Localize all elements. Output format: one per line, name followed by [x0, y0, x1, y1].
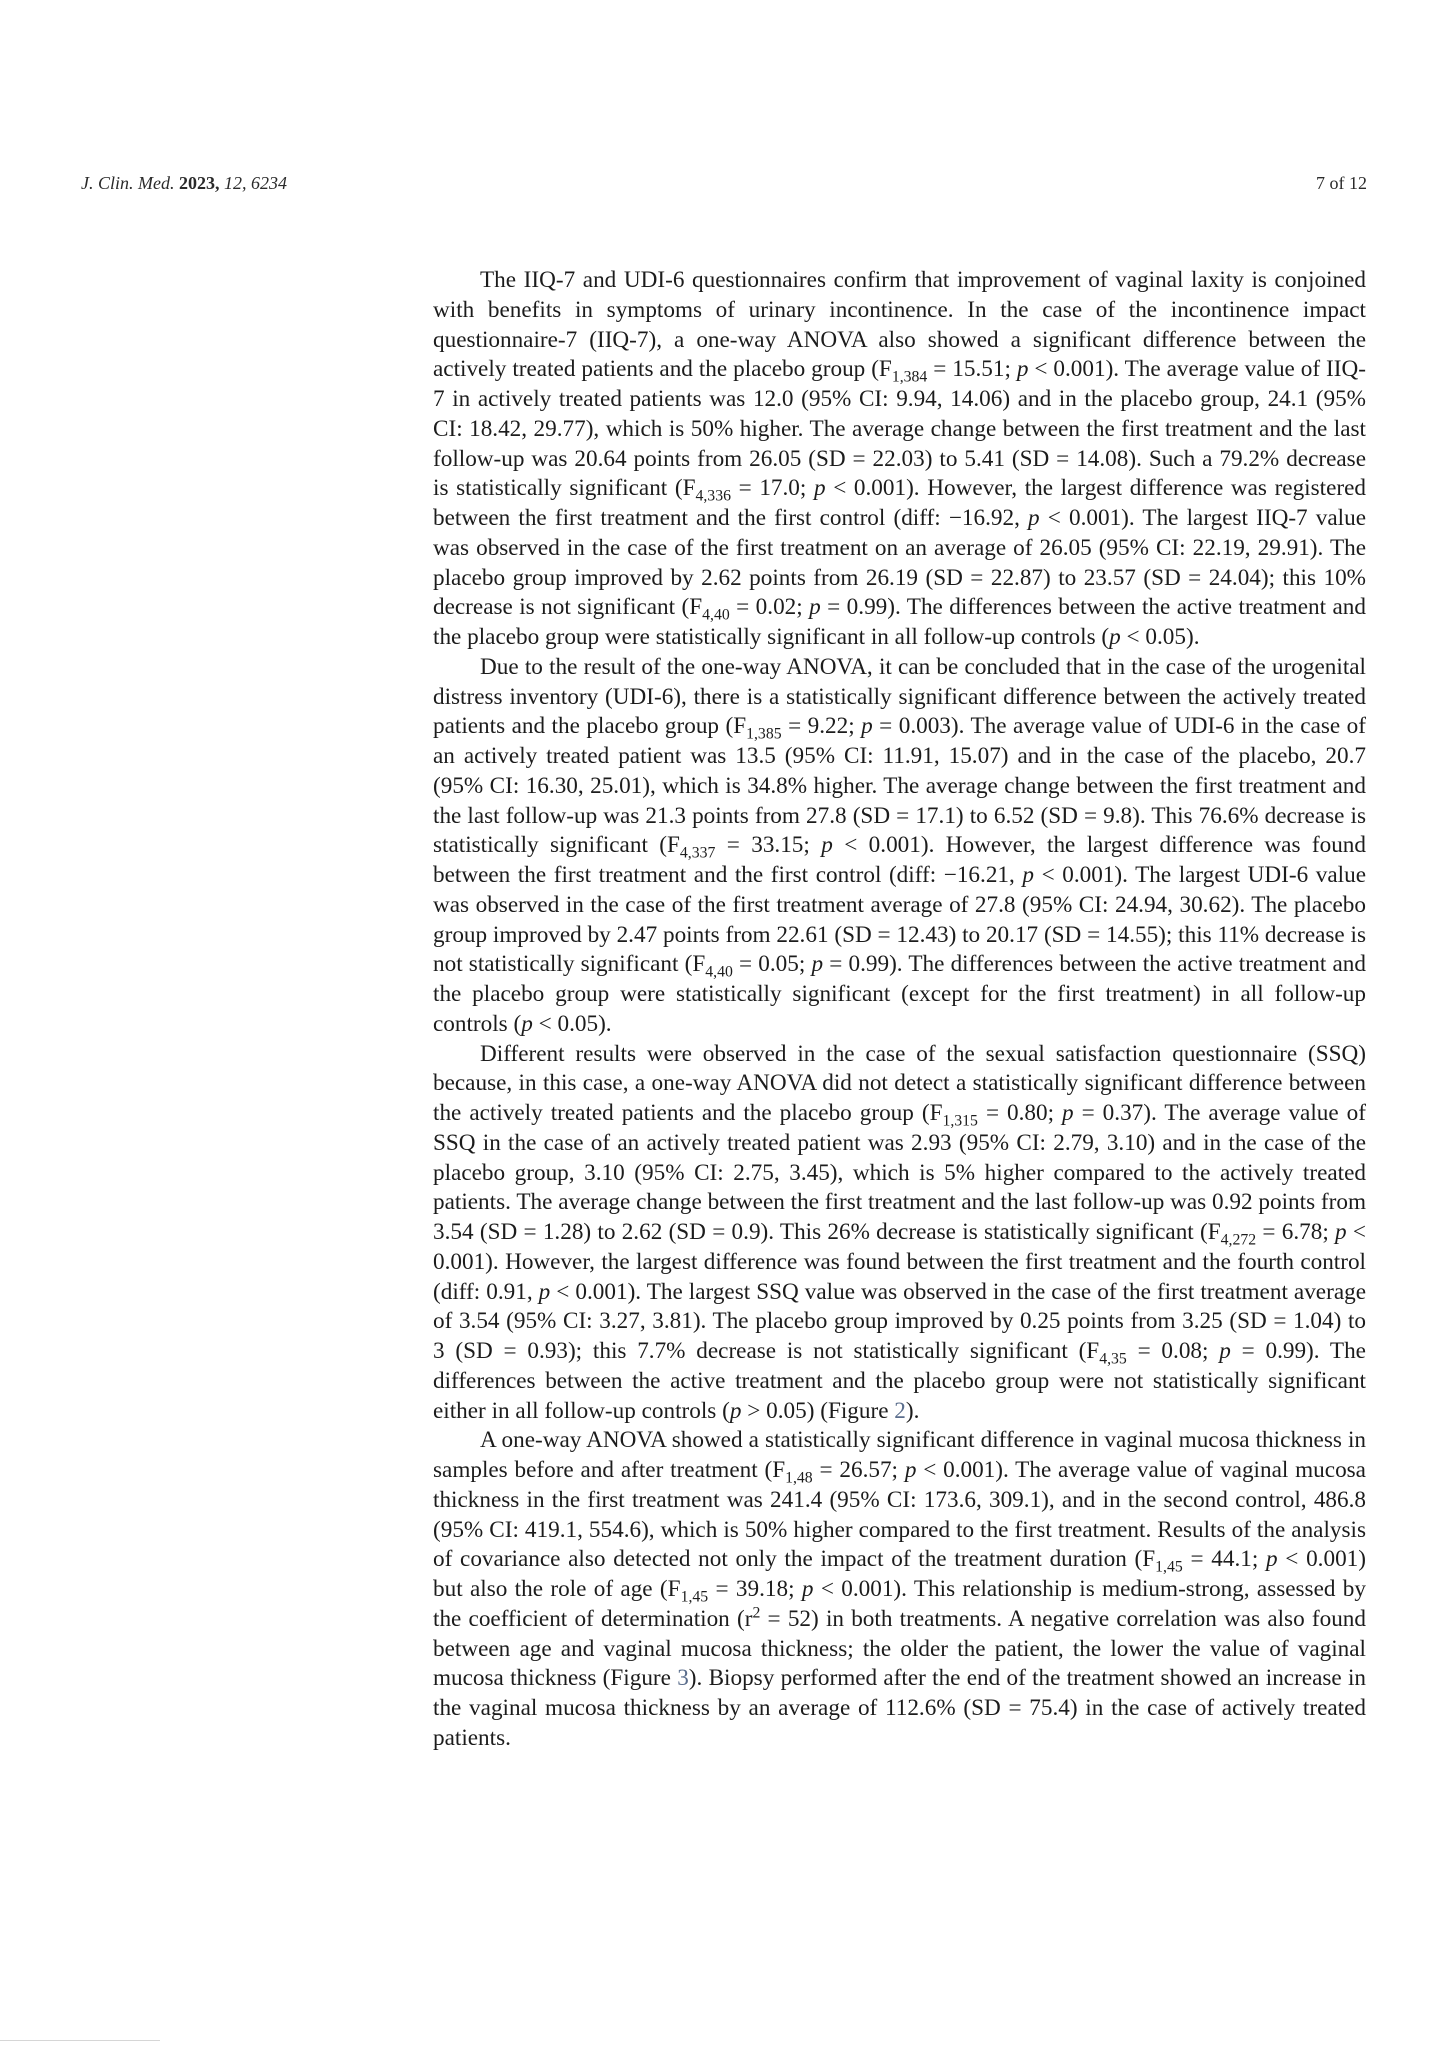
subscript: 1,385 — [746, 725, 782, 743]
text-run: < 0.05). — [532, 1010, 612, 1037]
text-run: = 15.51; — [927, 356, 1017, 383]
text-run: = 0.80; — [977, 1100, 1063, 1126]
text-run: = 0.02; — [729, 594, 810, 621]
text-run: < 0.001). The average value of IIQ-7 in actively treated patients was 12.0 (95% CI: 9.94, 14.06) and in the placebo group, 24.1 (95% CI: 18.42, 29.77), which is 50% higher. The average change between the first treatment and the last follow-up was 20.64 points from 26.05 (SD = 22.03) to 5.41 (SD = 14.08). Such a 79.2% decrease is statistically significant (F — [433, 356, 1366, 502]
text-run: < 0.001). However, the largest difference was found between the first treatment and the first control (diff: −16.21, — [433, 832, 1366, 888]
text-run: > 0.05) (Figure — [741, 1397, 895, 1424]
text-run: Due to the result of the one-way ANOVA, it can be concluded that in the case of the urogenital distress inventory (UDI-6), there is a statistically significant difference between the actively treated patients and the placebo group (F — [433, 653, 1366, 740]
text-run: = 0.08; — [1126, 1338, 1220, 1364]
running-header — [81, 170, 1367, 196]
italic-symbol: p — [1219, 1338, 1231, 1364]
text-run: = 0.99). The differences between the active treatment and the placebo group were statistically significant (except for the first treatment) in all follow-up controls ( — [433, 951, 1366, 1037]
text-run: = 0.99). The differences between the active treatment and the placebo group were not statistically significant either in all follow-up controls ( — [433, 1338, 1366, 1424]
paragraph-mucosa-thickness — [433, 1426, 1366, 1753]
text-run: ). — [905, 1397, 920, 1424]
italic-symbol: p — [1109, 624, 1121, 650]
superscript: 2 — [752, 1604, 761, 1622]
subscript: 1,384 — [891, 368, 928, 386]
text-run: A one-way ANOVA showed a statistically significant difference in vaginal mucosa thickness in samples before and after treatment (F — [433, 1427, 1366, 1483]
figure-reference-link[interactable]: 3 — [677, 1665, 689, 1692]
subscript: 1,45 — [1155, 1558, 1183, 1576]
text-run: = 9.22; — [781, 713, 862, 740]
italic-symbol: p — [538, 1278, 551, 1305]
article-body — [433, 266, 1366, 1754]
subscript: 1,45 — [680, 1588, 709, 1606]
text-run: < 0.001). The average value of vaginal mucosa thickness in the first treatment was 241.4 (95% CI: 173.6, 309.1), and in the second control, 486.8 (95% CI: 419.1, 554.6), which is 50% higher compared to the first treatment. Results of the analysis of covariance also detected not only the impact of the treatment duration (F — [433, 1457, 1366, 1573]
italic-symbol: p — [1016, 356, 1029, 383]
text-run: = 26.57; — [812, 1457, 905, 1483]
text-run: Different results were observed in the case of the sexual satisfaction questionnaire (SSQ) because, in this case, a one-way ANOVA did not detect a statistically significant difference between the actively treated patients and the placebo group (F — [433, 1040, 1366, 1126]
text-run: ). Biopsy performed after the end of the treatment showed an increase in the vaginal mucosa thickness by an average of 112.6% (SD = 75.4) in the case of actively treated patients. — [433, 1665, 1367, 1751]
text-run: = 0.37). The average value of SSQ in the case of an actively treated patient was 2.93 (95% CI: 2.79, 3.10) and in the case of the placebo group, 3.10 (95% CI: 2.75, 3.45), which is 5% higher compared to the actively treated patients. The average change between the first treatment and the last follow-up was 0.92 points from 3.54 (SD = 1.28) to 2.62 (SD = 0.9). This 26% decrease is statistically significant (F — [433, 1100, 1366, 1245]
text-run: = 44.1; — [1182, 1546, 1266, 1573]
text-run: = 17.0; — [730, 475, 814, 502]
italic-symbol: p — [861, 713, 873, 740]
italic-symbol: p — [811, 951, 824, 978]
subscript: 1,48 — [785, 1469, 813, 1487]
subscript: 4,40 — [702, 606, 730, 624]
italic-symbol: p — [904, 1457, 917, 1483]
italic-symbol: p — [521, 1010, 533, 1037]
page-number: 7 of 12 — [1316, 173, 1367, 193]
italic-symbol: p — [1335, 1219, 1347, 1245]
text-run: < 0.001). The largest UDI-6 value was observed in the case of the first treatment average of 27.8 (95% CI: 24.94, 30.62). The placebo group improved by 2.47 points from 22.61 (SD = 12.43) to 20.17 (SD = 14.55); this 11% decrease is not statistically significant (F — [433, 862, 1366, 978]
paragraph-udi6 — [433, 653, 1366, 1040]
italic-symbol: p — [1022, 862, 1034, 888]
text-run: = 52) in both treatments. A negative correlation was also found between age and vaginal mucosa thickness; the older the patient, the lower the value of vaginal mucosa thickness (Figure — [433, 1605, 1366, 1692]
italic-symbol: p — [821, 832, 833, 859]
subscript: 4,337 — [679, 844, 716, 862]
italic-symbol: p — [729, 1397, 742, 1424]
text-run: = 33.15; — [715, 832, 822, 859]
text-run: = 6.78; — [1256, 1219, 1336, 1245]
subscript: 4,40 — [705, 963, 733, 981]
text-run: The IIQ-7 and UDI-6 questionnaires confirm that improvement of vaginal laxity is conjoined with benefits in symptoms of urinary incontinence. In the case of the incontinence impact questionnaire-7 (IIQ-7), a one-way ANOVA also showed a significant difference between the actively treated patients and the placebo group (F — [433, 267, 1366, 383]
italic-symbol: p — [1028, 505, 1040, 531]
subscript: 1,315 — [942, 1112, 978, 1130]
text-run: < 0.001). This relationship is medium-strong, assessed by the coefficient of determination (r — [433, 1576, 1366, 1632]
scan-edge-line — [0, 2040, 160, 2041]
text-run: < 0.001). However, the largest difference was registered between the first treatment and the first control (diff: −16.92, — [433, 475, 1366, 531]
paragraph-iiq7 — [433, 266, 1366, 653]
italic-symbol: p — [813, 475, 826, 502]
italic-symbol: p — [809, 594, 821, 621]
text-run: = 0.99). The differences between the active treatment and the placebo group were statistically significant in all follow-up controls ( — [433, 594, 1366, 650]
text-run: = 0.003). The average value of UDI-6 in the case of an actively treated patient was 13.5 (95% CI: 11.91, 15.07) and in the case of the placebo, 20.7 (95% CI: 16.30, 25.01), which is 34.8% higher. The average change between the first treatment and the last follow-up was 21.3 points from 27.8 (SD = 17.1) to 6.52 (SD = 9.8). This 76.6% decrease is statistically significant (F — [433, 713, 1366, 859]
text-run: < 0.001). However, the largest difference was found between the first treatment and the fourth control (diff: 0.91, — [433, 1219, 1366, 1305]
journal-year: 2023, — [178, 173, 220, 193]
subscript: 4,336 — [695, 487, 731, 505]
italic-symbol: p — [801, 1576, 814, 1602]
text-run: = 0.05; — [732, 951, 812, 978]
paragraph-ssq — [433, 1040, 1366, 1427]
text-run: = 39.18; — [708, 1576, 802, 1602]
italic-symbol: p — [1062, 1100, 1074, 1126]
journal-volume-article: 12, 6234 — [223, 173, 287, 193]
text-run: < 0.05). — [1120, 624, 1200, 650]
text-run: < 0.001). The largest IIQ-7 value was observed in the case of the first treatment on an average of 26.05 (95% CI: 22.19, 29.91). The placebo group improved by 2.62 points from 26.19 (SD = 22.87) to 23.57 (SD = 24.04); this 10% decrease is not significant (F — [433, 505, 1366, 621]
journal-name: J. Clin. Med. — [81, 173, 175, 193]
text-run: < 0.001). The largest SSQ value was observed in the case of the first treatment average of 3.54 (95% CI: 3.27, 3.81). The placebo group improved by 0.25 points from 3.25 (SD = 1.04) to 3 (SD = 0.93); this 7.7% decrease is not statistically significant (F — [433, 1278, 1366, 1364]
subscript: 4,35 — [1099, 1350, 1127, 1368]
text-run: < 0.001) but also the role of age (F — [433, 1546, 1366, 1602]
journal-citation — [81, 170, 287, 196]
figure-reference-link[interactable]: 2 — [894, 1397, 906, 1424]
italic-symbol: p — [1266, 1546, 1278, 1573]
subscript: 4,272 — [1220, 1231, 1257, 1249]
